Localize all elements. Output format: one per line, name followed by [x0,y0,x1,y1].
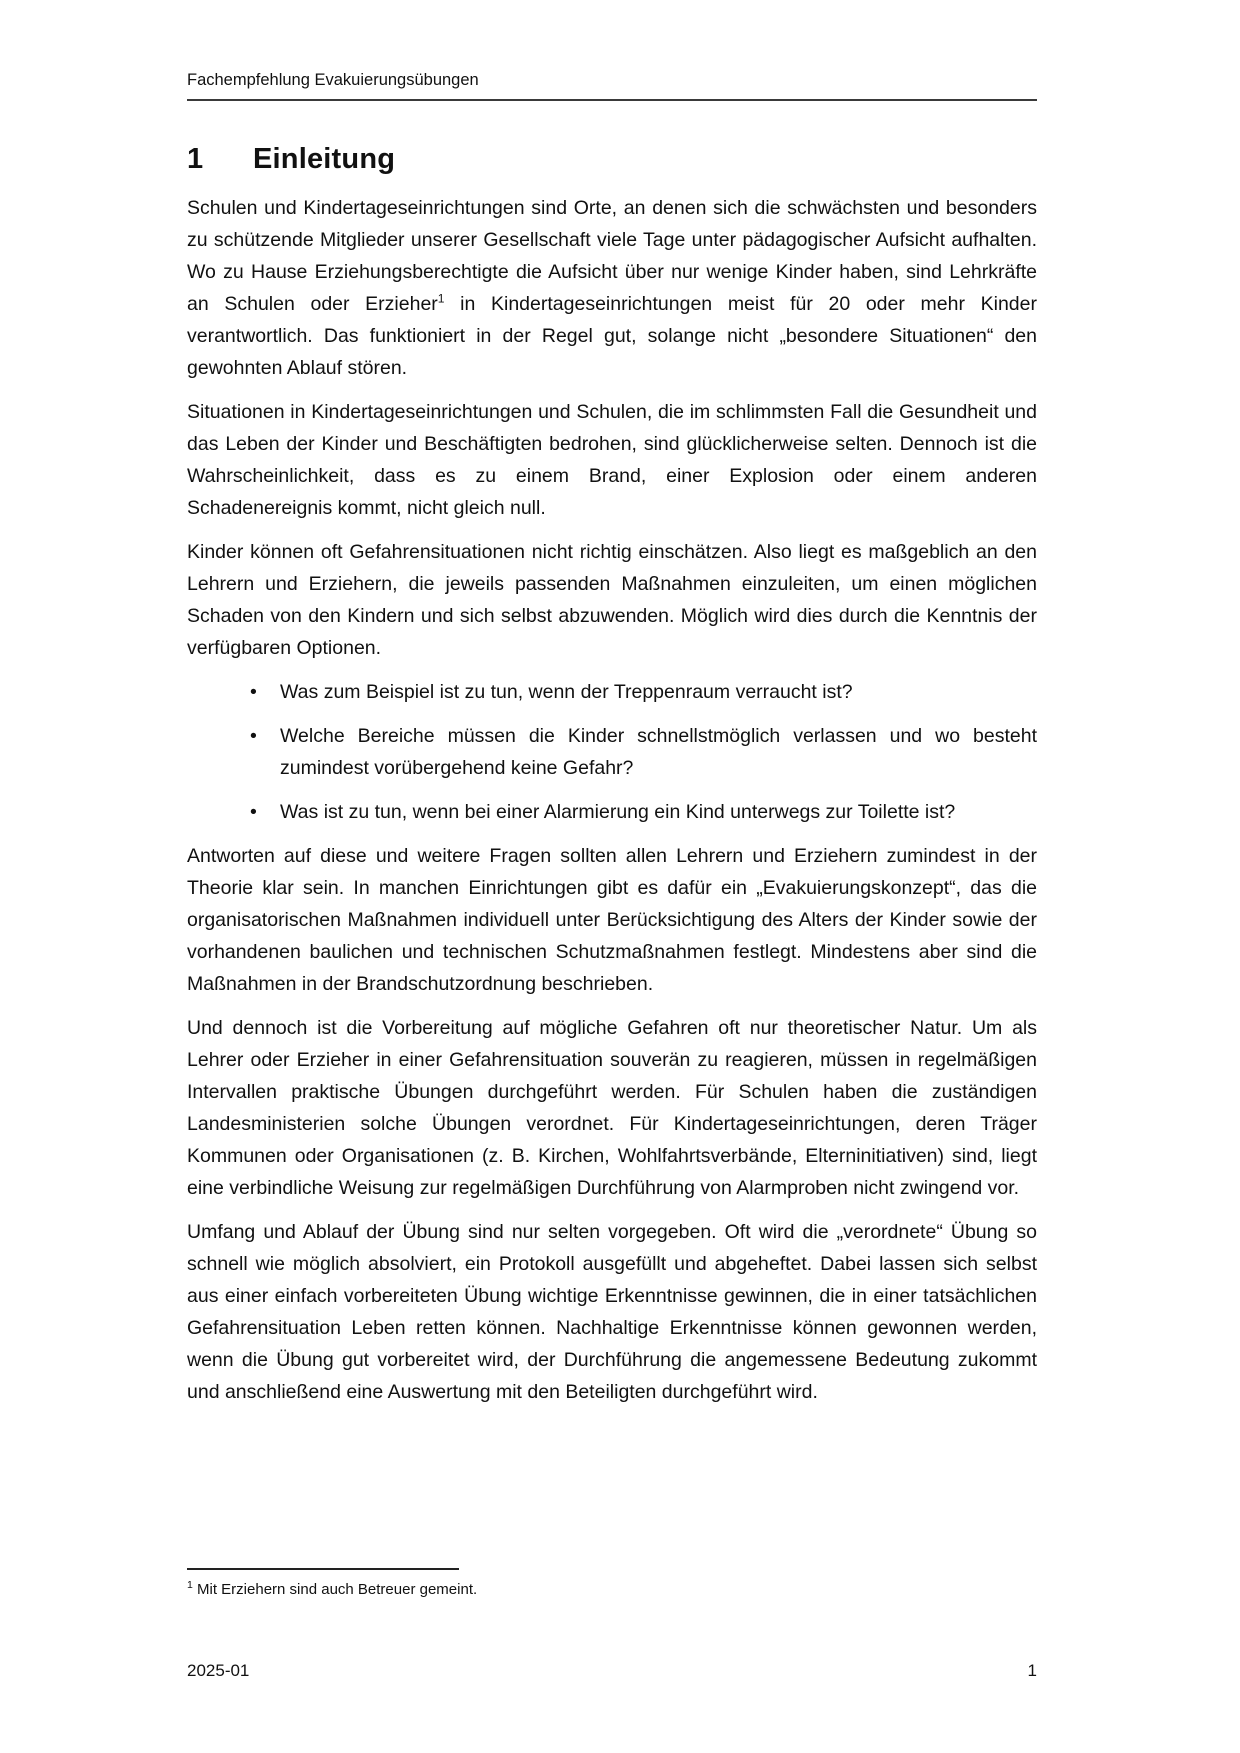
footnote-block [187,1568,1037,1600]
paragraph-1 [187,192,1037,384]
running-header-title: Fachempfehlung Evakuierungsübungen [187,71,479,89]
paragraph-4: Antworten auf diese und weitere Fragen sollten allen Lehrern und Erziehern zumindest in der Theorie klar sein. In manchen Einrichtungen gibt es dafür ein „Evakuierungskonzept“, das die organisatorischen Maßnahmen individuell unter Berücksichtigung des Alters der Kinder sowie der vorhandenen baulichen und technischen Schutzmaßnahmen festlegt. Mindestens aber sind die Maßnahmen in der Brandschutzordnung beschrieben. [187,845,1037,995]
section-title: Einleitung [253,143,396,175]
list-item: • Was ist zu tun, wenn bei einer Alarmierung ein Kind unterwegs zur Toilette ist? [187,796,1037,828]
footer-page-number: 1 [1027,1661,1037,1680]
section-number: 1 [187,143,204,175]
running-header [187,70,1037,101]
paragraph-6: Umfang und Ablauf der Übung sind nur selten vorgegeben. Oft wird die „verordnete“ Übung so schnell wie möglich absolviert, ein Protokoll ausgefüllt und abgeheftet. Dabei lassen sich selbst aus einer einfach vorbereiteten Übung wichtige Erkenntnisse gewinnen, die in einer tatsächlichen Gefahrensituation Leben retten können. Nachhaltige Erkenntnisse können gewonnen werden, wenn die Übung gut vorbereitet wird, der Durchführung die angemessene Bedeutung zukommt und anschließend eine Auswertung mit den Beteiligten durchgeführt wird. [187,1221,1037,1403]
list-item: • Was zum Beispiel ist zu tun, wenn der Treppenraum verraucht ist? [187,676,1037,708]
footnote-text: Mit Erziehern sind auch Betreuer gemeint. [197,1581,478,1598]
section-heading [187,141,1037,177]
paragraph-3: Kinder können oft Gefahrensituationen nicht richtig einschätzen. Also liegt es maßgeblich an den Lehrern und Erziehern, die jeweils passenden Maßnahmen einzuleiten, um einen möglichen Schaden von den Kindern und sich selbst abzuwenden. Möglich wird dies durch die Kenntnis der verfügbaren Optionen. [187,541,1037,659]
body-text [187,192,1037,1408]
footnote-reference: 1 [437,291,445,306]
paragraph-1-text-post: in Kindertageseinrichtungen meist für 20 oder mehr Kinder verantwortlich. Das funktioniert in der Regel gut, solange nicht „besondere Situationen“ den gewohnten Ablauf stören. [187,293,1037,379]
page-footer [187,1660,1037,1682]
paragraph-2: Situationen in Kindertageseinrichtungen und Schulen, die im schlimmsten Fall die Gesundheit und das Leben der Kinder und Beschäftigten bedrohen, sind glücklicherweise selten. Dennoch ist die Wahrscheinlichkeit, dass es zu einem Brand, einer Explosion oder einem anderen Schadenereignis kommt, nicht gleich null. [187,401,1037,519]
content-column [187,0,1037,1420]
paragraph-1-text-pre: Schulen und Kindertageseinrichtungen sind Orte, an denen sich die schwächsten und besonders zu schützende Mitglieder unserer Gesellschaft viele Tage unter pädagogischer Aufsicht aufhalten. Wo zu Hause Erziehungsberechtigte die Aufsicht über nur wenige Kinder haben, sind Lehrkräfte an Schulen oder Erzieher [187,197,1037,315]
list-item: • Welche Bereiche müssen die Kinder schnellstmöglich verlassen und wo besteht zumindest vorübergehend keine Gefahr? [187,720,1037,784]
paragraph-5: Und dennoch ist die Vorbereitung auf mögliche Gefahren oft nur theoretischer Natur. Um als Lehrer oder Erzieher in einer Gefahrensituation souverän zu reagieren, müssen in regelmäßigen Intervallen praktische Übungen durchgeführt werden. Für Schulen haben die zuständigen Landesministerien solche Übungen verordnet. Für Kindertageseinrichtungen, deren Träger Kommunen oder Organisationen (z. B. Kirchen, Wohlfahrtsverbände, Elterninitiativen) sind, liegt eine verbindliche Weisung zur regelmäßigen Durchführung von Alarmproben nicht zwingend vor. [187,1017,1037,1199]
footnote-separator-rule [187,1568,459,1570]
footnote-marker: 1 [187,1579,193,1591]
footer-version-date: 2025-01 [187,1661,250,1680]
bullet-list [187,676,1037,828]
footnote [187,1580,1037,1600]
